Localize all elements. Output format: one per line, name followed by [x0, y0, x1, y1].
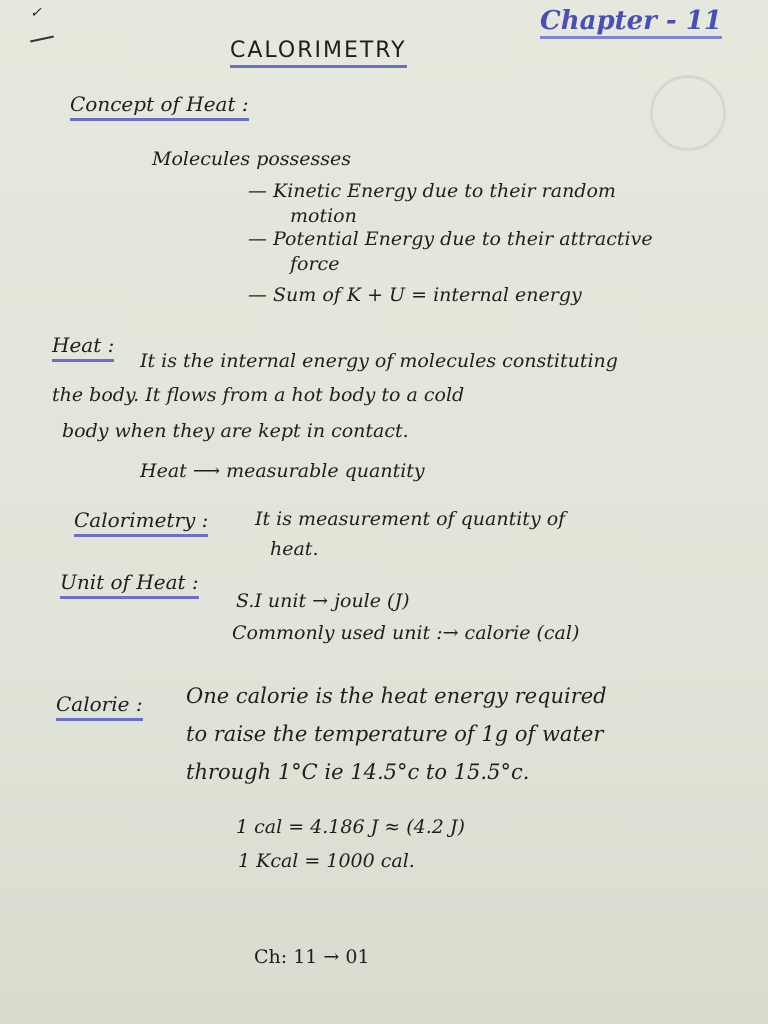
calorie-equation-cal: 1 cal = 4.186 J ≈ (4.2 J) — [236, 816, 465, 838]
concept-heading: Concept of Heat : — [70, 92, 249, 121]
calorimetry-heading: Calorimetry : — [74, 508, 208, 537]
heat-line-2: the body. It flows from a hot body to a cold — [52, 384, 465, 406]
page-reference: Ch: 11 → 01 — [254, 946, 370, 968]
corner-mark: ✓ — [30, 5, 42, 21]
calorie-heading: Calorie : — [56, 692, 143, 721]
concept-item-potential-cont: force — [290, 253, 340, 275]
concept-item-kinetic-cont: motion — [290, 205, 357, 227]
watermark-seal — [650, 75, 726, 151]
calorimetry-line-1: It is measurement of quantity of — [255, 508, 566, 530]
concept-item-potential: — Potential Energy due to their attractive — [248, 228, 653, 250]
concept-item-sum: — Sum of K + U = internal energy — [248, 284, 582, 306]
chapter-label: Chapter - 11 — [540, 6, 722, 39]
calorie-equation-kcal: 1 Kcal = 1000 cal. — [238, 850, 415, 872]
calorimetry-line-2: heat. — [270, 538, 319, 560]
heat-heading: Heat : — [52, 333, 114, 362]
calorie-line-1: One calorie is the heat energy required — [186, 684, 607, 708]
concept-intro: Molecules possesses — [152, 148, 352, 170]
unit-common: Commonly used unit :→ calorie (cal) — [232, 622, 580, 644]
heat-measurable: Heat ⟶ measurable quantity — [140, 460, 425, 482]
page-title: CALORIMETRY — [230, 38, 407, 68]
calorie-line-2: to raise the temperature of 1g of water — [186, 722, 604, 746]
margin-dash — [30, 36, 54, 43]
concept-item-kinetic: — Kinetic Energy due to their random — [248, 180, 616, 202]
unit-heading: Unit of Heat : — [60, 570, 199, 599]
calorie-line-3: through 1°C ie 14.5°c to 15.5°c. — [186, 760, 530, 784]
unit-si: S.I unit → joule (J) — [236, 590, 410, 612]
heat-line-3: body when they are kept in contact. — [62, 420, 409, 442]
heat-line-1: It is the internal energy of molecules constituting — [140, 350, 618, 372]
